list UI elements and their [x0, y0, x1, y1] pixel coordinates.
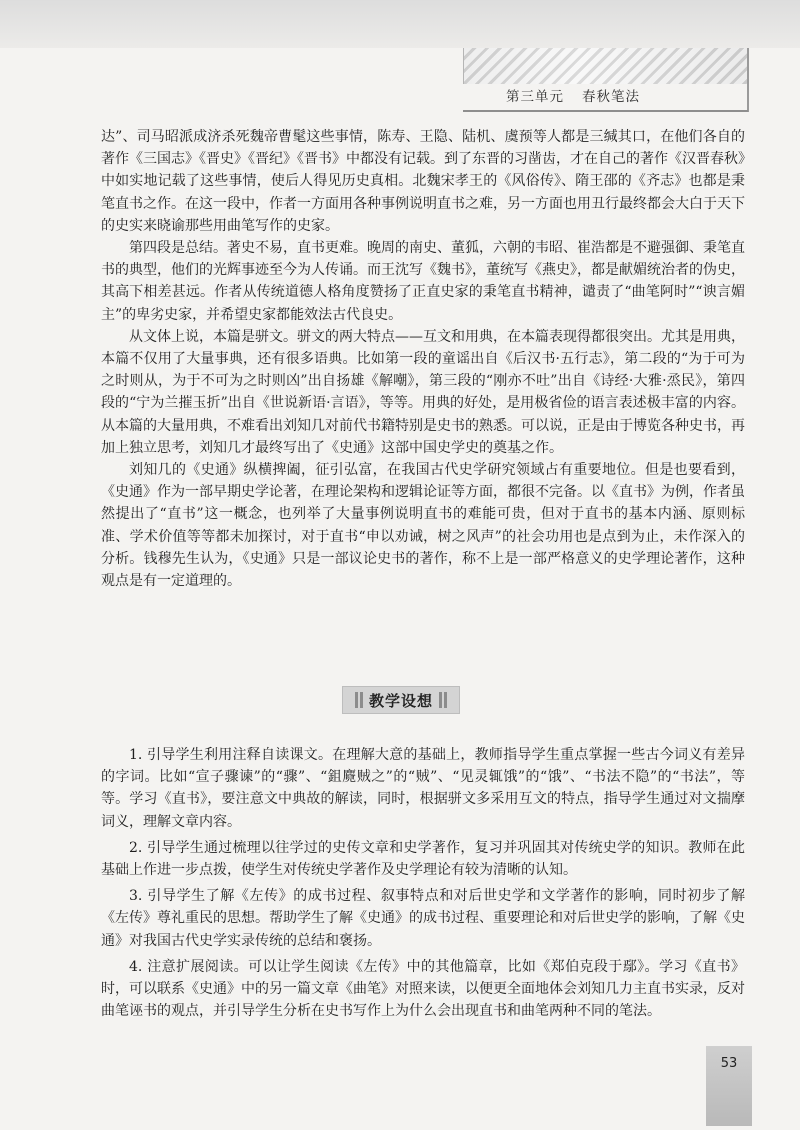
idea-item: 3. 引导学生了解《左传》的成书过程、叙事特点和对后世史学和文学著作的影响，同时初步了解《左传》尊礼重民的思想。帮助学生了解《史通》的成书过程、重要理论和对后世史学的影响，了解《史通》对我国古代史学实录传统的总结和褒扬。 — [101, 888, 745, 949]
unit-title: 春秋笔法 — [582, 89, 640, 105]
header-rule — [463, 110, 748, 112]
unit-label: 第三单元 — [506, 89, 564, 105]
header-vertical-rule — [747, 48, 749, 112]
body-text — [101, 126, 745, 592]
idea-item: 1. 引导学生利用注释自读课文。在理解大意的基础上，教师指导学生重点掌握一些古今词义有差异的字词。比如“宣子骤谏”的“骤”、“鉏麑贼之”的“贼”、“见灵辄饿”的“饿”、“书法不隐”的“书法”，等等。学习《直书》，要注意文中典故的解读，同时，根据骈文多采用互文的特点，指导学生通过对文揣摩词义，理解文章内容。 — [101, 747, 745, 830]
paragraph-evaluation: 刘知几的《史通》纵横捭阖，征引弘富，在我国古代史学研究领域占有重要地位。但是也要看到，《史通》作为一部早期史学论著，在理论架构和逻辑论证等方面，都很不完备。以《直书》为例，作者虽然提出了“直书”这一概念，也列举了大量事例说明直书的难能可贵，但对于直书的基本内涵、原则标准、学术价值等等都未加探讨，对于直书“申以劝诫，树之风声”的社会功用也是点到为止，未作深入的分析。钱穆先生认为，《史通》只是一部议论史书的著作，称不上是一部严格意义的史学理论著作，这种观点是有一定道理的。 — [101, 462, 745, 590]
teaching-ideas-list — [101, 744, 745, 1022]
paragraph-summary: 第四段是总结。著史不易，直书更难。晚周的南史、董狐，六朝的韦昭、崔浩都是不避强御、秉笔直书的典型，他们的光辉事迹至今为人传诵。而王沈写《魏书》，董统写《燕史》，都是献媚统治者的伪史，其高下相差甚远。作者从传统道德人格角度赞扬了正直史家的秉笔直书精神，谴责了“曲笔阿时”“谀言媚主”的卑劣史家，并希望史家都能效法古代良史。 — [101, 240, 745, 323]
idea-item: 2. 引导学生通过梳理以往学过的史传文章和史学著作，复习并巩固其对传统史学的知识。教师在此基础上作进一步点拨，使学生对传统史学著作及史学理论有较为清晰的认知。 — [101, 839, 745, 879]
paragraph-continued: 达”、司马昭派成济杀死魏帝曹髦这些事情，陈寿、王隐、陆机、虞预等人都是三缄其口，在他们各自的著作《三国志》《晋史》《晋纪》《晋书》中都没有记载。到了东晋的习凿齿，才在自己的著作《汉晋春秋》中如实地记载了这些事情，使后人得见历史真相。北魏宋孝王的《风俗传》、隋王邵的《齐志》也都是秉笔直书之作。在这一段中，作者一方面用各种事例说明直书之难，另一方面也用丑行最终都会大白于天下的史实来晓谕那些用曲笔写作的史家。 — [101, 129, 745, 234]
running-header — [463, 84, 683, 110]
section-title: 教学设想 — [368, 691, 433, 710]
idea-item: 4. 注意扩展阅读。可以让学生阅读《左传》中的其他篇章，比如《郑伯克段于鄢》。学习《直书》时，可以联系《史通》中的另一篇文章《曲笔》对照来读，以便更全面地体会刘知几力主直书实录，反对曲笔诬书的观点，并引导学生分析在史书写作上为什么会出现直书和曲笔两种不同的笔法。 — [101, 958, 745, 1020]
top-shade — [0, 0, 800, 48]
page-number: 53 — [706, 1046, 752, 1126]
paragraph-style: 从文体上说，本篇是骈文。骈文的两大特点——互文和用典，在本篇表现得都很突出。尤其是用典，本篇不仅用了大量事典，还有很多语典。比如第一段的童谣出自《后汉书·五行志》，第二段的“为于可为之时则从，为于不可为之时则凶”出自扬雄《解嘲》，第三段的“刚亦不吐”出自《诗经·大雅·烝民》，第四段的“宁为兰摧玉折”出自《世说新语·言语》，等等。用典的好处，是用极省俭的语言表述极丰富的内容。从本篇的大量用典，不难看出刘知几对前代书籍特别是史书的熟悉。可以说，正是由于博览各种史书，再加上独立思考，刘知几才最终写出了《史通》这部中国史学史的奠基之作。 — [101, 328, 745, 456]
header-ornament — [463, 48, 749, 84]
section-heading — [342, 686, 460, 714]
